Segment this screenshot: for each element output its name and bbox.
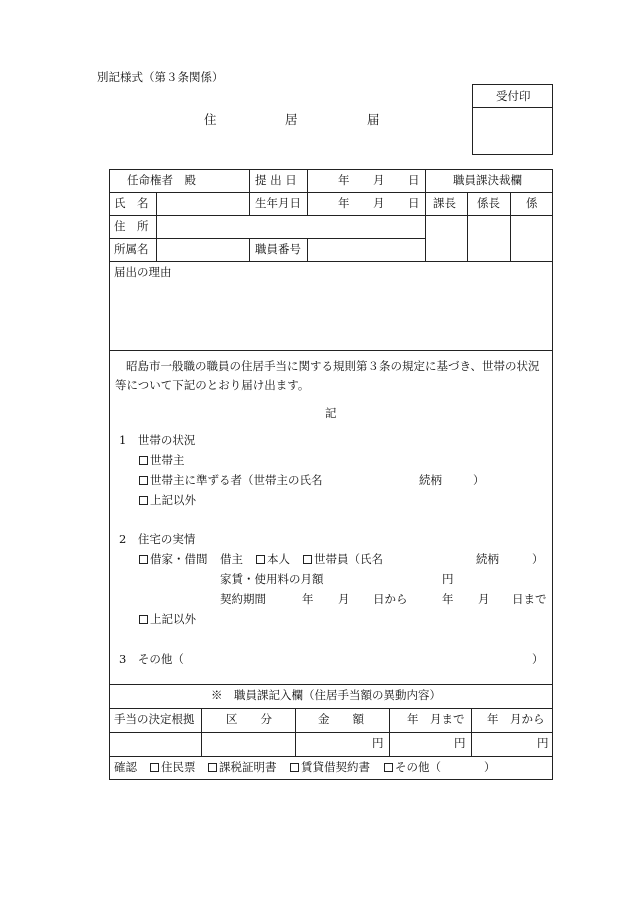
section-2-title: 2 住宅の実情 (119, 532, 196, 546)
col-line (425, 169, 426, 262)
row-line (109, 732, 553, 733)
option-label: 世帯主に準ずる者（世帯主の氏名 (150, 473, 323, 487)
birth-day: 日 (408, 196, 420, 210)
staff-no-label: 職員番号 (255, 242, 301, 256)
birth-label: 生年月日 (255, 196, 301, 210)
option-label: 課税証明書 (219, 760, 277, 774)
col-line (307, 169, 308, 215)
period-start-day: 日から (373, 592, 408, 606)
checkbox[interactable] (139, 496, 148, 505)
col-until-header: 年 月まで (407, 712, 465, 726)
checkbox[interactable] (139, 456, 148, 465)
option-label: 住民票 (161, 760, 196, 774)
approver-staff: 係 (526, 196, 538, 210)
period-start-year: 年 (302, 592, 314, 606)
appointer-label: 任命権者 殿 (127, 173, 196, 187)
approver-section-chief: 課長 (433, 196, 456, 210)
confirm-lease-contract (290, 762, 370, 774)
option-label: 上記以外 (150, 493, 196, 507)
s2-option-other (139, 614, 196, 626)
col-line (467, 192, 468, 262)
confirm-tax-certificate (208, 762, 277, 774)
s3-close-paren: ） (532, 652, 544, 666)
checkbox[interactable] (139, 615, 148, 624)
intro-line-2: 等について下記のとおり届け出ます。 (115, 378, 310, 392)
from-yen: 円 (537, 736, 549, 750)
period-end-year: 年 (442, 592, 454, 606)
checkbox[interactable] (256, 555, 265, 564)
title-char: 居 (285, 112, 298, 127)
dept-label: 所属名 (114, 242, 149, 256)
s1-close-paren: ） (473, 473, 485, 487)
s2-self-option (256, 554, 290, 566)
stamp-label: 受付印 (496, 89, 531, 103)
s2-lessee-label: 借主 (220, 552, 243, 566)
option-label: 世帯員（氏名 (314, 552, 383, 566)
reason-label: 届出の理由 (114, 265, 172, 279)
col-line (201, 708, 202, 756)
confirm-close-paren: ） (484, 760, 496, 774)
confirm-resident-card (150, 762, 196, 774)
amount-yen: 円 (372, 736, 384, 750)
checkbox[interactable] (150, 763, 159, 772)
checkbox[interactable] (139, 476, 148, 485)
col-line (510, 192, 511, 262)
date-day: 日 (408, 173, 420, 187)
section-3-title: 3 その他（ (119, 652, 184, 666)
option-label: 本人 (267, 552, 290, 566)
checkbox[interactable] (139, 555, 148, 564)
date-month: 月 (373, 173, 385, 187)
s2-period-label: 契約期間 (220, 592, 266, 606)
col-basis-header: 手当の決定根拠 (114, 712, 195, 726)
s1-relation-label: 続柄 (419, 473, 442, 487)
col-line (307, 238, 308, 262)
confirm-label: 確認 (114, 760, 137, 774)
birth-month: 月 (373, 196, 385, 210)
col-line (471, 708, 472, 756)
s2-rent-label: 家賃・使用料の月額 (220, 572, 324, 586)
s2-rent-yen: 円 (442, 572, 454, 586)
s2-relation-label: 続柄 (476, 552, 499, 566)
option-label: 借家・借間 (150, 552, 208, 566)
s1-option-quasi-householder (139, 475, 323, 487)
intro-line-1: 昭島市一般職の職員の住居手当に関する規則第３条の規定に基づき、世帯の状況 (126, 359, 540, 373)
date-year: 年 (338, 173, 350, 187)
checkbox[interactable] (303, 555, 312, 564)
approver-subsection-chief: 係長 (477, 196, 500, 210)
confirm-other (384, 762, 441, 774)
period-start-month: 月 (338, 592, 350, 606)
checkbox[interactable] (208, 763, 217, 772)
col-class-header: 区 分 (226, 712, 272, 726)
col-line (156, 192, 157, 262)
row-line (109, 192, 553, 193)
col-line (295, 708, 296, 756)
name-label: 氏 名 (114, 196, 149, 210)
s1-option-householder (139, 455, 185, 467)
title-char: 届 (367, 112, 380, 127)
row-line (109, 756, 553, 757)
until-yen: 円 (454, 736, 466, 750)
reason-divider (109, 350, 553, 351)
staff-entry-header: ※ 職員課記入欄（住居手当額の異動内容） (211, 688, 441, 702)
review-header: 職員課決裁欄 (453, 173, 522, 187)
row-line (109, 215, 553, 216)
s2-close-paren: ） (532, 552, 544, 566)
section-1-title: 1 世帯の状況 (119, 433, 196, 447)
ki-label: 記 (325, 406, 337, 420)
col-line (249, 169, 250, 215)
period-end-month: 月 (478, 592, 490, 606)
option-label: その他（ (395, 760, 441, 774)
form-label: 別記様式（第３条関係） (97, 70, 224, 84)
row-line (109, 708, 553, 709)
col-amount-header: 金 額 (318, 712, 364, 726)
col-line (249, 238, 250, 262)
option-label: 賃貸借契約書 (301, 760, 370, 774)
col-from-header: 年 月から (487, 712, 545, 726)
checkbox[interactable] (384, 763, 393, 772)
s1-option-other (139, 495, 196, 507)
stamp-divider (472, 107, 553, 108)
period-end-day: 日まで (512, 592, 547, 606)
s2-option-rental (139, 554, 208, 566)
checkbox[interactable] (290, 763, 299, 772)
col-line (389, 708, 390, 756)
s2-member-option (303, 554, 383, 566)
title-char: 住 (204, 112, 217, 127)
submit-date-label: 提 出 日 (255, 173, 297, 187)
option-label: 上記以外 (150, 612, 196, 626)
option-label: 世帯主 (150, 453, 185, 467)
birth-year: 年 (338, 196, 350, 210)
address-label: 住 所 (114, 219, 149, 233)
